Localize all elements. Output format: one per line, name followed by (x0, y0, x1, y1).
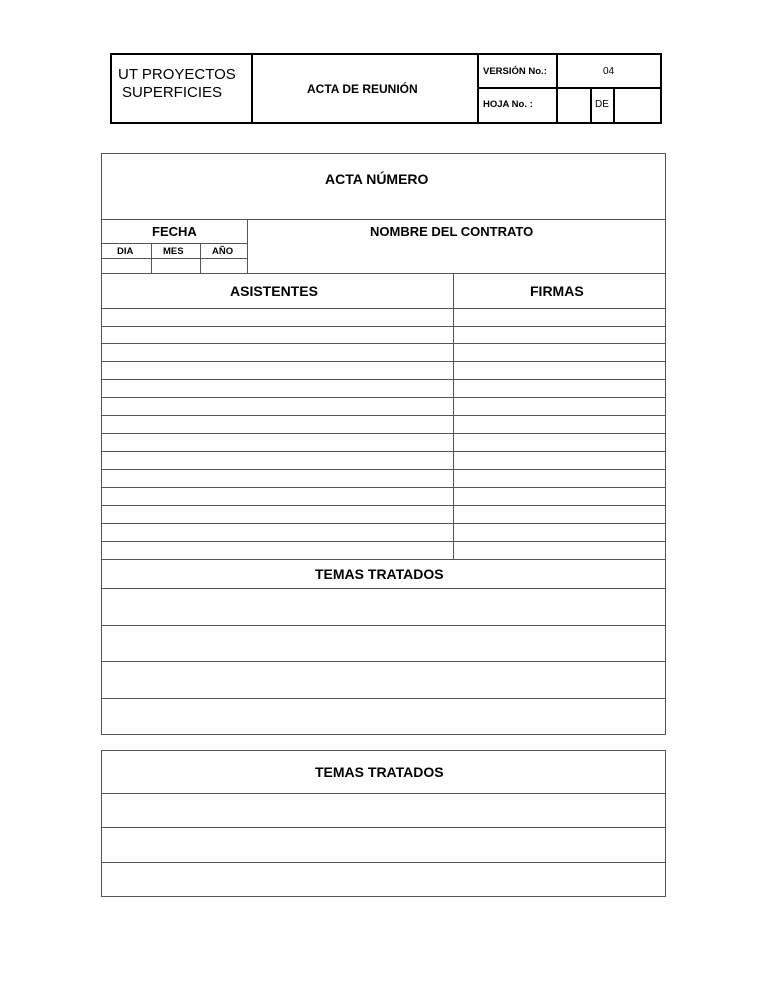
day-label: DIA (117, 246, 134, 257)
attendee-row[interactable] (101, 326, 666, 327)
form-row-divider (101, 243, 248, 244)
year-field[interactable] (201, 259, 247, 273)
topic-row[interactable] (101, 862, 666, 863)
attendee-row[interactable] (101, 451, 666, 452)
topic-row[interactable] (101, 625, 666, 626)
signatures-label: FIRMAS (530, 283, 584, 299)
version-value: 04 (603, 66, 615, 77)
sheet-label: HOJA No. : (483, 99, 533, 110)
topics-label-continued: TEMAS TRATADOS (315, 764, 444, 780)
attendee-row[interactable] (101, 433, 666, 434)
form-row-divider (101, 273, 666, 274)
attendee-row[interactable] (101, 523, 666, 524)
day-field[interactable] (102, 259, 151, 273)
attendees-label: ASISTENTES (230, 283, 318, 299)
attendee-row[interactable] (101, 379, 666, 380)
header-divider (477, 87, 662, 89)
topics-label: TEMAS TRATADOS (315, 566, 444, 582)
year-label: AÑO (212, 246, 234, 257)
topic-row[interactable] (101, 661, 666, 662)
contract-name-label: NOMBRE DEL CONTRATO (370, 224, 534, 239)
sheet-of-label: DE (595, 99, 609, 110)
attendee-row[interactable] (101, 541, 666, 542)
header-divider (613, 88, 615, 124)
attendee-row[interactable] (101, 487, 666, 488)
header-divider (590, 88, 592, 124)
topic-row[interactable] (101, 588, 666, 589)
contract-name-field[interactable] (248, 244, 665, 273)
acta-number-label: ACTA NÚMERO (325, 171, 429, 187)
topic-row[interactable] (101, 793, 666, 794)
form-row-divider (101, 219, 666, 220)
form-row-divider (101, 559, 666, 560)
attendee-row[interactable] (101, 361, 666, 362)
column-divider (453, 273, 454, 559)
month-label: MES (163, 246, 184, 257)
meeting-form (101, 153, 666, 735)
month-field[interactable] (152, 259, 200, 273)
attendee-row[interactable] (101, 397, 666, 398)
version-label: VERSIÓN No.: (483, 66, 547, 77)
attendee-row[interactable] (101, 415, 666, 416)
topic-row[interactable] (101, 827, 666, 828)
company-name-line1: UT PROYECTOS (118, 66, 236, 83)
attendee-row[interactable] (101, 308, 666, 309)
attendee-row[interactable] (101, 469, 666, 470)
date-label: FECHA (152, 224, 197, 239)
topic-row[interactable] (101, 698, 666, 699)
company-name-line2: SUPERFICIES (122, 84, 223, 101)
attendee-row[interactable] (101, 343, 666, 344)
document-title: ACTA DE REUNIÓN (307, 82, 418, 96)
header-divider (251, 53, 253, 124)
attendee-row[interactable] (101, 505, 666, 506)
